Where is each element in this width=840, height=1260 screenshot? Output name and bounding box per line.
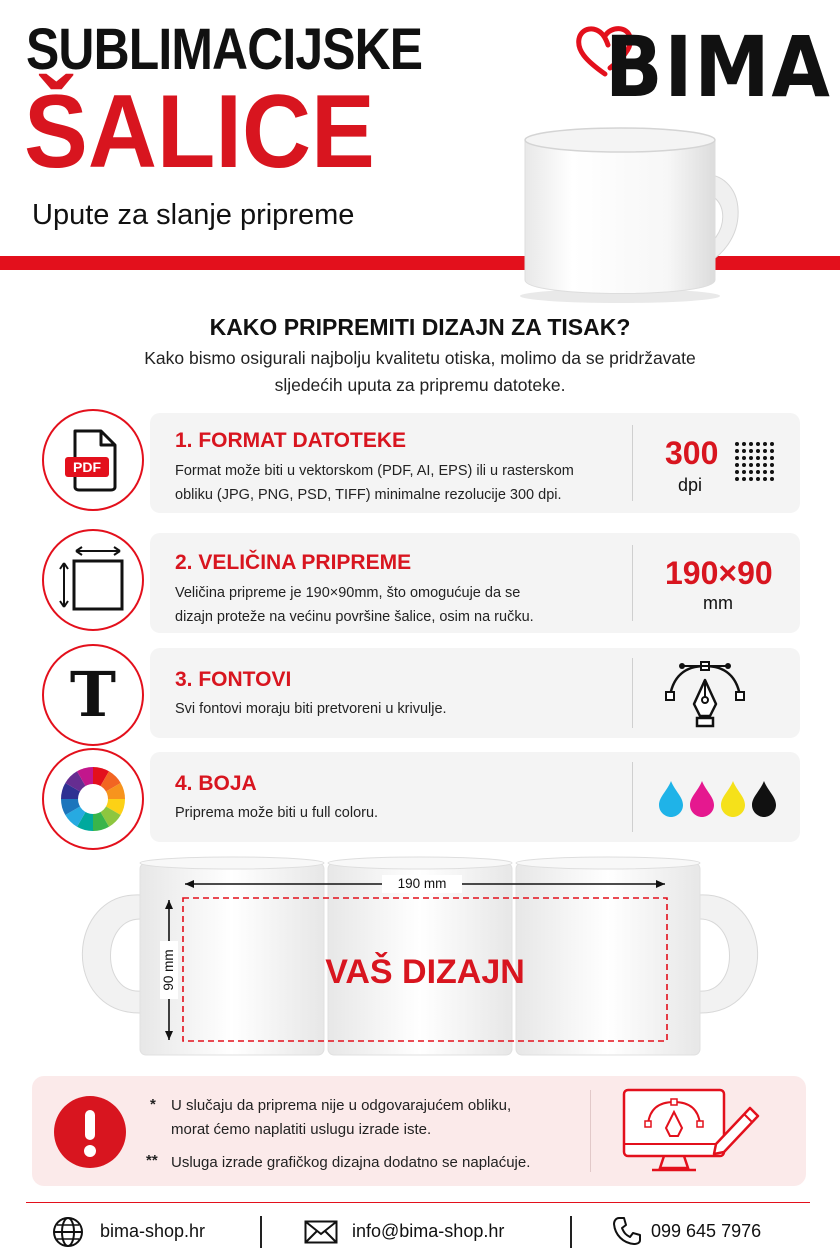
subtitle: Upute za slanje pripreme	[32, 199, 355, 231]
pdf-file-icon	[65, 427, 121, 493]
ink-drop-icon	[690, 781, 714, 817]
title-line-2: ŠALICE	[24, 74, 375, 190]
step-card-format	[150, 413, 800, 513]
dot-grid-icon	[734, 441, 778, 487]
footer-phone-link[interactable]: 099 645 7976	[651, 1221, 762, 1241]
card-divider	[632, 658, 633, 728]
logo-text: BIMA	[605, 18, 832, 116]
dpi-unit: dpi	[678, 475, 703, 495]
card-divider	[632, 545, 633, 621]
step-text-line-2: obliku (JPG, PNG, PSD, TIFF) minimalne rezolucije 300 dpi.	[175, 487, 562, 503]
ink-drop-icon	[752, 781, 776, 817]
phone-icon	[612, 1216, 642, 1246]
font-t-icon: T	[69, 658, 117, 731]
intro-line-2: sljedećih uputa za pripremu datoteke.	[274, 375, 566, 395]
pdf-label: PDF	[73, 459, 101, 475]
cmyk-drops-icon	[657, 779, 777, 819]
step-card-fonts	[150, 648, 800, 738]
envelope-icon	[304, 1220, 338, 1244]
footer-separator	[570, 1216, 572, 1248]
step-title: 4. BOJA	[175, 772, 257, 795]
footer-separator	[260, 1216, 262, 1248]
note-1-line-1: U slučaju da priprema nije u odgovarajućem obliku,	[171, 1097, 512, 1114]
card-divider	[632, 425, 633, 501]
pen-tool-icon	[660, 658, 750, 730]
step-icon-circle-format	[42, 409, 144, 511]
section-intro	[90, 345, 750, 399]
step-text-line-1: Veličina pripreme je 190×90mm, što omogućuje da se	[175, 585, 521, 601]
size-value: 190×90	[665, 555, 773, 591]
monitor-design-icon	[620, 1086, 762, 1176]
width-label: 190 mm	[397, 876, 447, 891]
step-text-line-1: Svi fontovi moraju biti pretvoreni u krivulje.	[175, 701, 447, 717]
note-1-line-2: morat ćemo naplatiti uslugu izrade iste.	[171, 1121, 432, 1138]
note-2-text: Usluga izrade grafičkog dizajna dodatno se naplaćuje.	[171, 1154, 531, 1171]
notice-divider	[590, 1090, 591, 1172]
footer-email-link[interactable]: info@bima-shop.hr	[352, 1221, 505, 1241]
height-label: 90 mm	[161, 949, 176, 991]
step-text-line-1: Format može biti u vektorskom (PDF, AI, EPS) ili u rasterskom	[175, 463, 574, 479]
step-icon-circle-color	[42, 748, 144, 850]
note-1-marker: *	[150, 1096, 156, 1113]
footer-rule	[26, 1202, 810, 1203]
notice-box	[32, 1076, 806, 1186]
step-icon-circle-fonts	[42, 644, 144, 746]
bima-logo	[575, 18, 832, 116]
dimension-square-icon	[58, 545, 128, 615]
globe-icon	[52, 1216, 84, 1248]
size-unit: mm	[703, 593, 733, 613]
step-title: 3. FONTOVI	[175, 668, 292, 691]
exclamation-icon	[54, 1096, 126, 1168]
mug-template-illustration	[70, 855, 770, 1065]
ink-drop-icon	[659, 781, 683, 817]
footer-website-link[interactable]: bima-shop.hr	[100, 1221, 206, 1241]
step-title: 2. VELIČINA PRIPREME	[175, 551, 412, 574]
step-title: 1. FORMAT DATOTEKE	[175, 429, 406, 452]
design-area-label: VAŠ DIZAJN	[325, 953, 525, 991]
color-wheel-icon	[59, 765, 127, 833]
card-divider	[632, 762, 633, 832]
dpi-value: 300	[665, 435, 719, 471]
section-heading: KAKO PRIPREMITI DIZAJN ZA TISAK?	[209, 314, 631, 340]
intro-line-1: Kako bismo osigurali najbolju kvalitetu otiska, molimo da se pridržavate	[144, 348, 696, 368]
hero-mug-image	[510, 120, 760, 305]
step-text-line-2: dizajn proteže na većinu površine šalice, osim na ručku.	[175, 609, 534, 625]
step-text-line-1: Priprema može biti u full coloru.	[175, 805, 379, 821]
title-line-1: SUBLIMACIJSKE	[26, 17, 423, 82]
note-2-marker: **	[146, 1152, 158, 1169]
step-card-color	[150, 752, 800, 842]
ink-drop-icon	[721, 781, 745, 817]
step-card-size	[150, 533, 800, 633]
step-icon-circle-size	[42, 529, 144, 631]
